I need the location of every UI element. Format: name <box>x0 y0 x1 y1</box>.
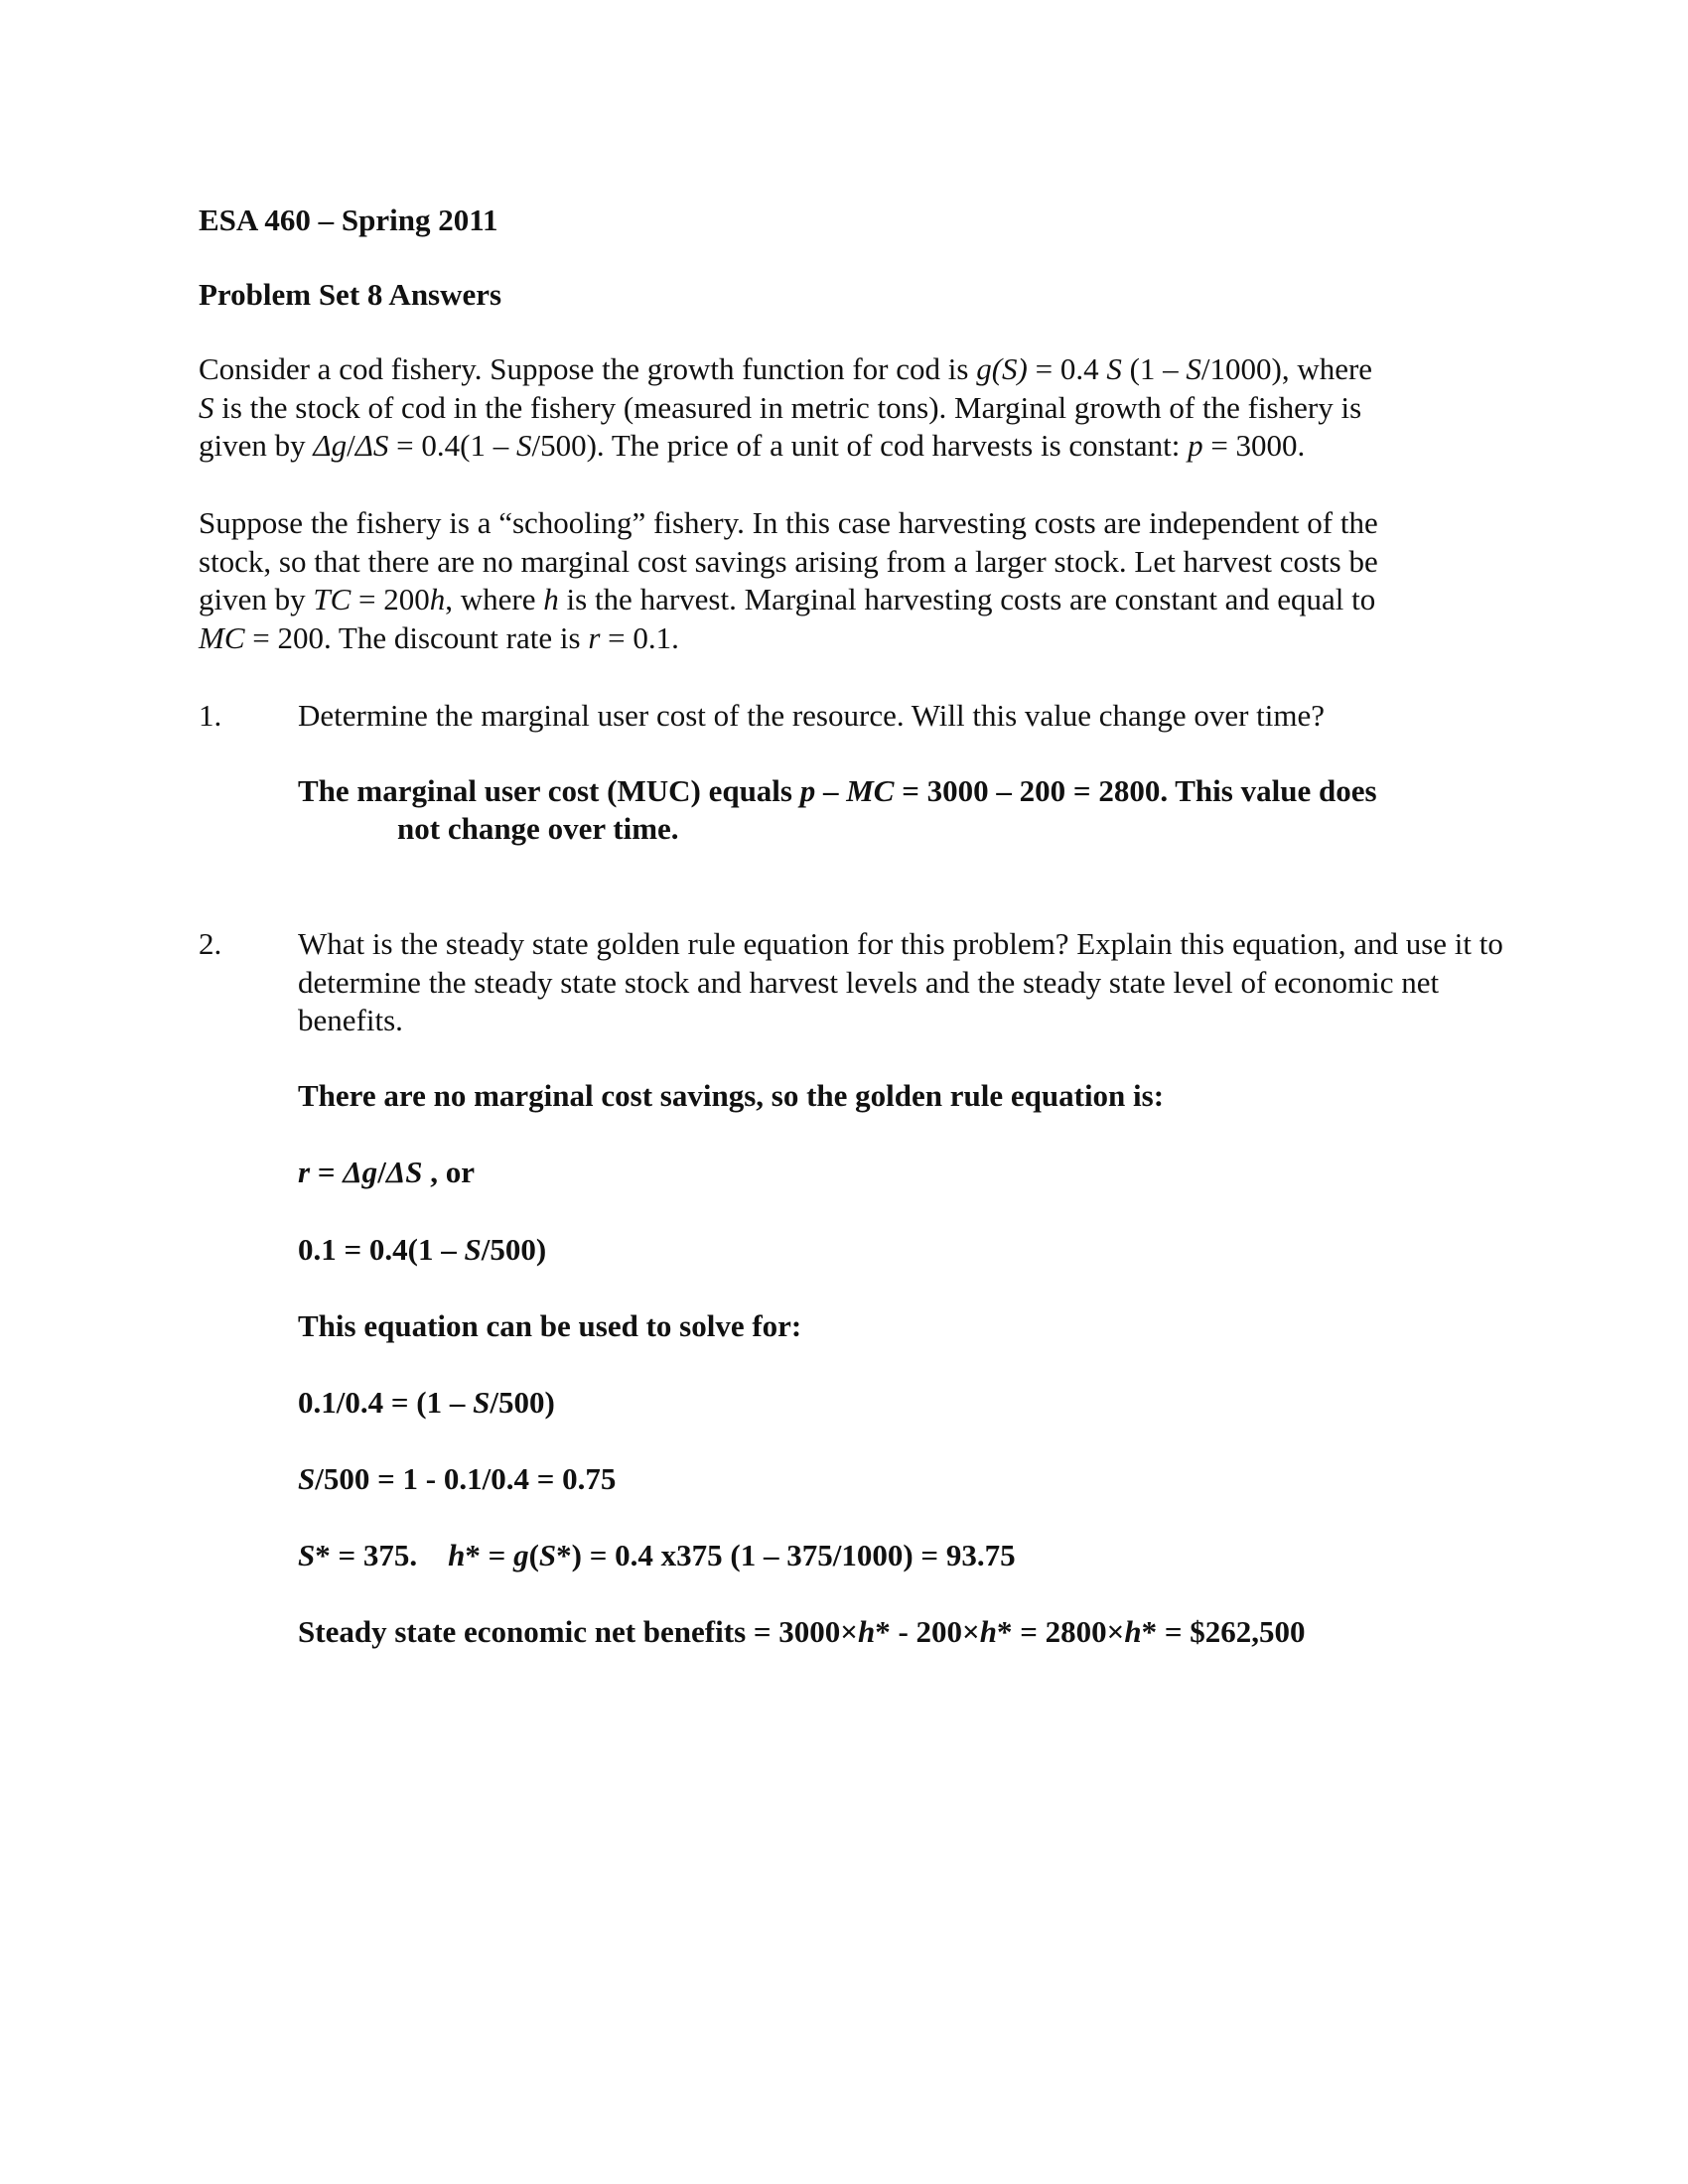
intro-paragraph-2 <box>199 504 1499 657</box>
course-heading: ESA 460 – Spring 2011 <box>199 203 498 237</box>
question-1-answer <box>298 772 1509 848</box>
intro-p2-line-3: given by TC = 200h, where h is the harvest. Marginal harvesting costs are constant and equal to <box>199 582 1376 616</box>
question-1-text: Determine the marginal user cost of the resource. Will this value change over time? <box>298 698 1326 733</box>
answer-1-line-1: The marginal user cost (MUC) equals p – MC = 3000 – 200 = 2800. This value does <box>298 773 1377 808</box>
intro-p2-line-1: Suppose the fishery is a “schooling” fishery. In this case harvesting costs are independent of the <box>199 505 1378 540</box>
solve-label: This equation can be used to solve for: <box>298 1308 802 1343</box>
equation-step-1: 0.1/0.4 = (1 – S/500) <box>298 1385 555 1420</box>
intro-paragraph-1 <box>199 350 1499 466</box>
golden-rule-equation: r = Δg/ΔS , or <box>298 1155 476 1189</box>
question-1-number: 1. <box>199 698 222 733</box>
answer-2-intro: There are no marginal cost savings, so the golden rule equation is: <box>298 1078 1165 1113</box>
answer-1-line-2: not change over time. <box>397 811 679 846</box>
question-2-number: 2. <box>199 926 222 961</box>
steady-state-stock-harvest: S* = 375. h* = g(S*) = 0.4 x375 (1 – 375/1000) = 93.75 <box>298 1538 1016 1572</box>
intro-p1-line-2: S is the stock of cod in the fishery (measured in metric tons). Marginal growth of the fishery is <box>199 389 1362 425</box>
intro-p1-line-1: Consider a cod fishery. Suppose the growth function for cod is g(S) = 0.4 S (1 – S/1000), where <box>199 351 1373 386</box>
question-2-text: What is the steady state golden rule equation for this problem? Explain this equation, and use it to determine the steady state stock and harvest levels and the steady state level of economic net benefits. <box>298 926 1503 1037</box>
document-title: Problem Set 8 Answers <box>199 277 502 312</box>
equation-substituted: 0.1 = 0.4(1 – S/500) <box>298 1232 547 1267</box>
intro-p1-line-3: given by Δg/ΔS = 0.4(1 – S/500). The price of a unit of cod harvests is constant: p = 3000. <box>199 428 1306 463</box>
equation-step-2: S/500 = 1 - 0.1/0.4 = 0.75 <box>298 1461 617 1496</box>
steady-state-net-benefits: Steady state economic net benefits = 3000×h* - 200×h* = 2800×h* = $262,500 <box>298 1614 1306 1649</box>
intro-p2-line-2: stock, so that there are no marginal cost savings arising from a larger stock. Let harvest costs be <box>199 543 1378 579</box>
intro-p2-line-4: MC = 200. The discount rate is r = 0.1. <box>199 619 679 655</box>
